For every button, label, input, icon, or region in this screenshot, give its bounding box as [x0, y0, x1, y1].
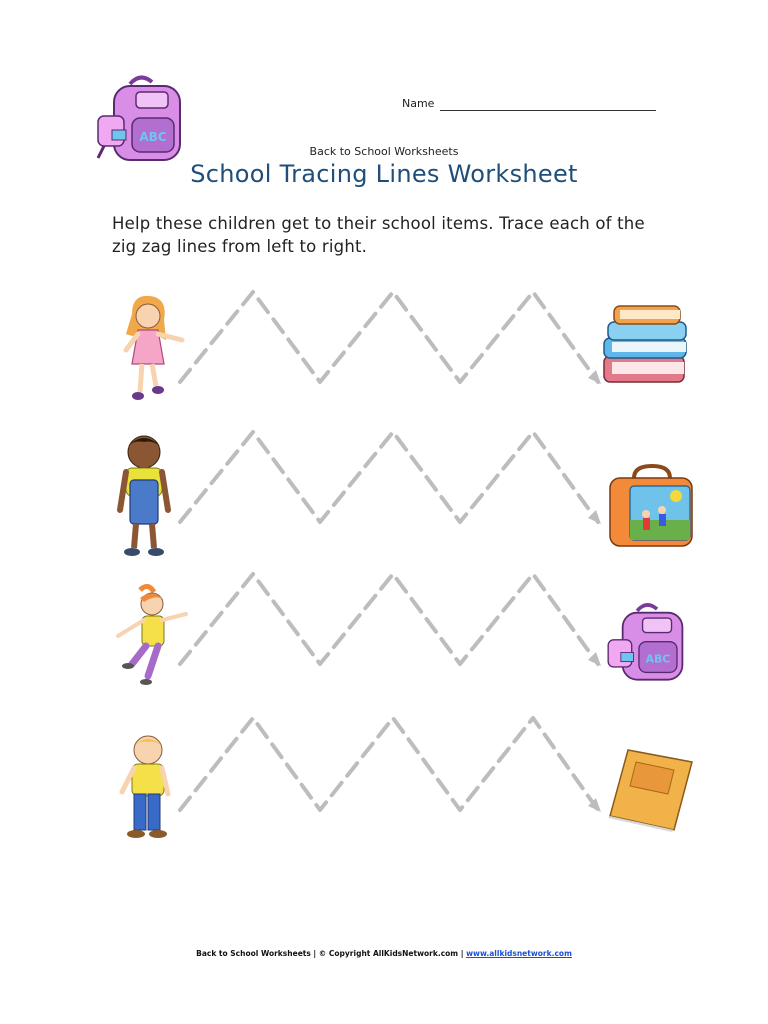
notebook-icon — [608, 748, 694, 832]
stack-of-books-icon — [600, 302, 690, 390]
svg-text:ABC: ABC — [139, 130, 167, 144]
trace-line-4 — [180, 718, 598, 810]
boy-overalls-icon — [112, 432, 182, 558]
backpack-icon — [602, 600, 694, 686]
girl-pink-dress-icon — [112, 294, 192, 404]
footer-link[interactable]: www.allkidsnetwork.com — [466, 949, 572, 958]
trace-line-1 — [180, 292, 598, 382]
trace-line-2 — [180, 432, 598, 522]
svg-text:ABC: ABC — [645, 652, 671, 666]
boy-yellow-shirt-icon — [114, 732, 178, 840]
trace-line-3 — [180, 574, 598, 664]
trace-arrow-3 — [588, 652, 601, 666]
instructions-text: Help these children get to their school items. Trace each of the zig zag lines from left to right. — [112, 214, 645, 256]
name-label: Name — [402, 97, 435, 110]
lunchbox-icon — [606, 464, 696, 550]
worksheet-subtitle: Back to School Worksheets — [309, 145, 459, 158]
trace-arrow-2 — [588, 510, 601, 524]
footer-text: Back to School Worksheets | © Copyright AllKidsNetwork.com | — [196, 949, 467, 958]
worksheet-title: School Tracing Lines Worksheet — [190, 160, 578, 188]
girl-jumping-icon — [114, 584, 194, 694]
footer — [0, 949, 768, 958]
